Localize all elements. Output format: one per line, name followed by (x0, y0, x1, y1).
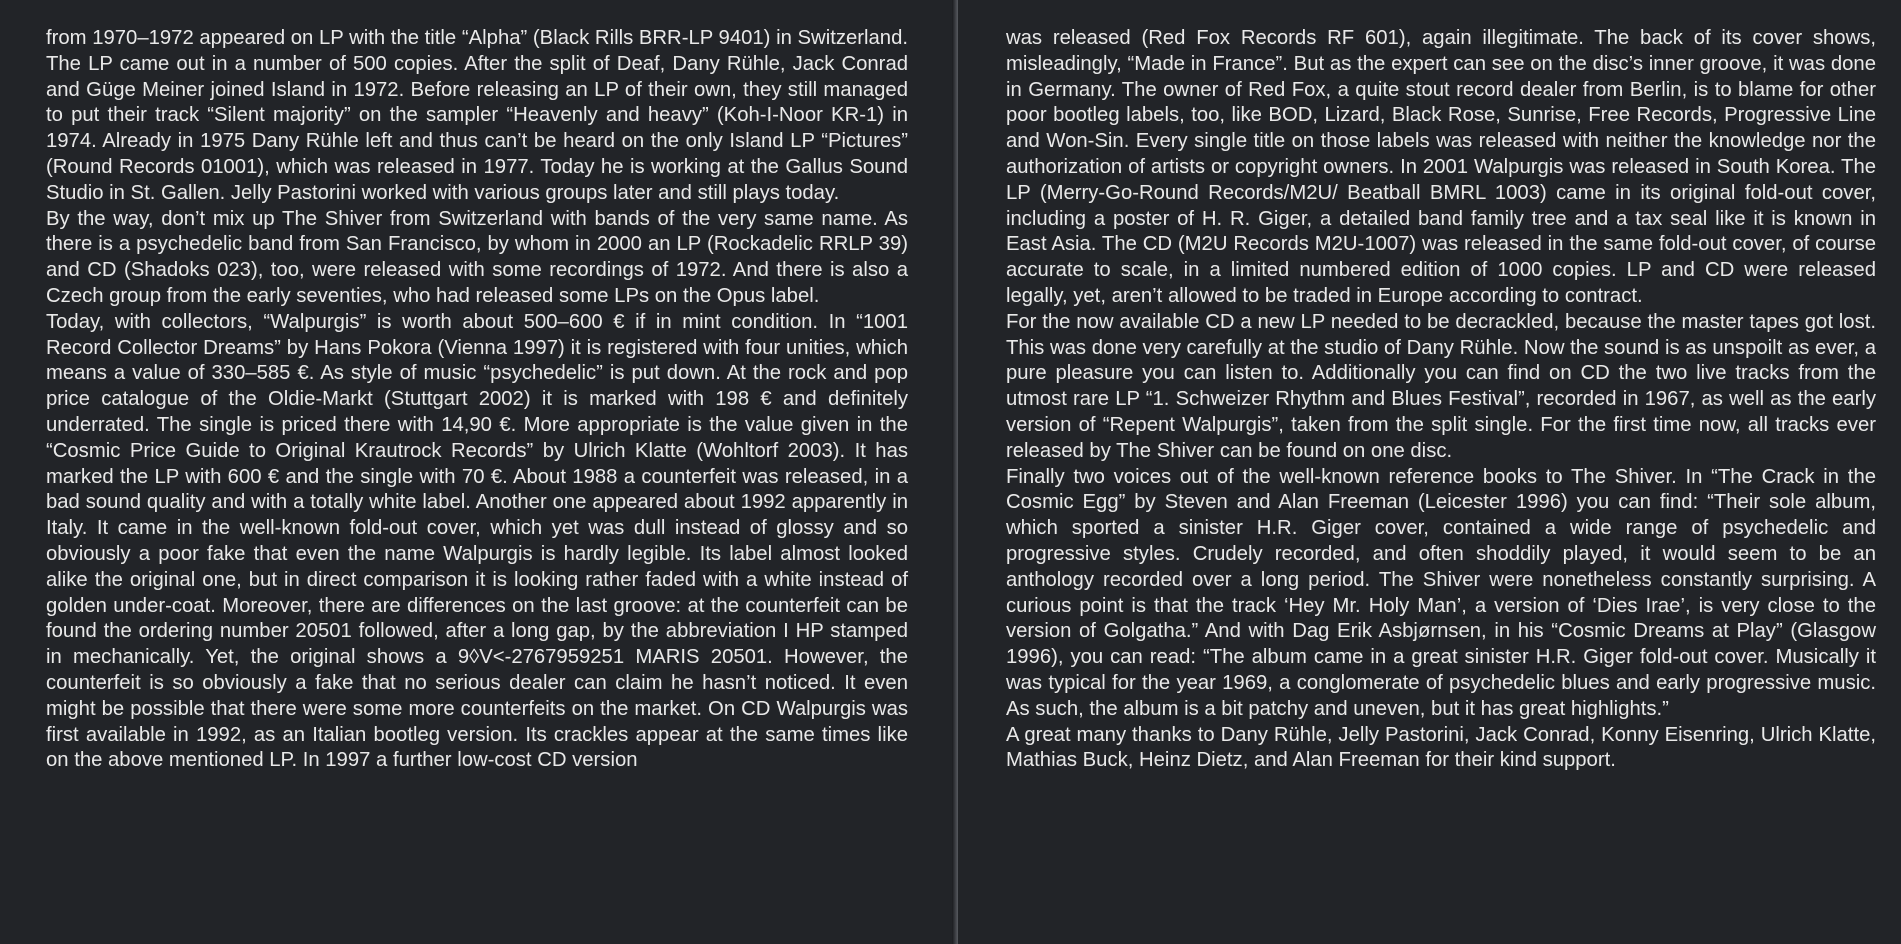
left-paragraph: from 1970–1972 appeared on LP with the title “Alpha” (Black Rills BRR-LP 9401) in Switzerland. The LP came out in a number of 500 copies. After the split of Deaf, Dany Rühle, Jack Conrad and Güge Meiner joined Island in 1972. Before releasing an LP of their own, they still managed to put their track “Silent majority” on the sampler “Heavenly and heavy” (Koh-I-Noor KR-1) in 1974. Already in 1975 Dany Rühle left and thus can’t be heard on the only Island LP “Pictures” (Round Records 01001), which was released in 1977. Today he is working at the Gallus Sound Studio in St. Gallen. Jelly Pastorini worked with various groups later and still plays today. (46, 27, 908, 204)
left-paragraph: By the way, don’t mix up The Shiver from Switzerland with bands of the very same name. As there is a psychedelic band from San Francisco, by whom in 2000 an LP (Rockadelic RRLP 39) and CD (Shadoks 023), too, were released with some recordings of 1972. And there is also a Czech group from the early seventies, who had released some LPs on the Opus label. (46, 207, 908, 307)
right-paragraph: was released (Red Fox Records RF 601), again illegitimate. The back of its cover shows, misleadingly, “Made in France”. But as the expert can see on the disc’s inner groove, it was done in Germany. The owner of Red Fox, a quite stout record dealer from Berlin, is to blame for other poor bootleg labels, too, like BOD, Lizard, Black Rose, Sunrise, Free Records, Progressive Line and Won-Sin. Every single title on those labels was released with neither the knowledge nor the authorization of artists or copyright owners. In 2001 Walpurgis was released in South Korea. The LP (Merry-Go-Round Records/M2U/ Beatball BMRL 1003) came in its original fold-out cover, including a poster of H. R. Giger, a detailed band family tree and a tax seal like it is known in East Asia. The CD (M2U Records M2U-1007) was released in the same fold-out cover, of course accurate to scale, in a limited numbered edition of 1000 copies. LP and CD were released legally, yet, aren’t allowed to be traded in Europe according to contract. (1006, 27, 1876, 307)
right-paragraph: A great many thanks to Dany Rühle, Jelly Pastorini, Jack Conrad, Konny Eisenring, Ulrich Klatte, Mathias Buck, Heinz Dietz, and Alan Freeman for their kind support. (1006, 723, 1876, 772)
right-paragraph: For the now available CD a new LP needed to be decrackled, because the master tapes got lost. This was done very carefully at the studio of Dany Rühle. Now the sound is as unspoilt as ever, a pure pleasure you can listen to. Additionally you can find on CD the two live tracks from the utmost rare LP “1. Schweizer Rhythm and Blues Festival”, recorded in 1967, as well as the early version of “Repent Walpurgis”, taken from the split single. For the first time now, all tracks ever released by The Shiver can be found on one disc. (1006, 310, 1876, 462)
right-page (958, 0, 1901, 944)
right-paragraph: Finally two voices out of the well-known reference books to The Shiver. In “The Crack in the Cosmic Egg” by Steven and Alan Freeman (Leicester 1996) you can find: “Their sole album, which sported a sinister H.R. Giger cover, contained a wide range of psychedelic and progressive styles. Crudely recorded, and often shoddily played, it would seem to be an anthology recorded over a long period. The Shiver were nonetheless constantly surprising. A curious point is that the track ‘Hey Mr. Holy Man’, a version of ‘Dies Irae’, is very close to the version of Golgatha.” And with Dag Erik Asbjørnsen, in his “Cosmic Dreams at Play” (Glasgow 1996), you can read: “The album came in a great sinister H.R. Giger fold-out cover. Musically it was typical for the year 1969, a conglomerate of psychedelic blues and early progressive music. As such, the album is a bit patchy and uneven, but it has great highlights.” (1006, 465, 1876, 720)
left-paragraph: Today, with collectors, “Walpurgis” is worth about 500–600 € if in mint condition. In “1001 Record Collector Dreams” by Hans Pokora (Vienna 1997) it is registered with four unities, which means a value of 330–585 €. As style of music “psychedelic” is put down. At the rock and pop price catalogue of the Oldie-Markt (Stuttgart 2002) it is marked with 198 € and definitely underrated. The single is priced there with 14,90 €. More appropriate is the value given in the “Cosmic Price Guide to Original Krautrock Records” by Ulrich Klatte (Wohltorf 2003). It has marked the LP with 600 € and the single with 70 €. About 1988 a counterfeit was released, in a bad sound quality and with a totally white label. Another one appeared about 1992 apparently in Italy. It came in the well-known fold-out cover, which yet was dull instead of glossy and so obviously a poor fake that even the name Walpurgis is hardly legible. Its label almost looked alike the original one, but in direct comparison it is looking rather faded with a white instead of golden under-coat. Moreover, there are differences on the last groove: at the counterfeit can be found the ordering number 20501 followed, after a long gap, by the abbreviation I HP stamped in mechanically. Yet, the original shows a 9◊V<-2767959251 MARIS 20501. However, the counterfeit is so obviously a fake that no serious dealer can claim he hasn’t noticed. It even might be possible that there were some more counterfeits on the market. On CD Walpurgis was first available in 1992, as an Italian bootleg version. Its crackles appear at the same times like on the above mentioned LP. In 1997 a further low-cost CD version (46, 310, 908, 772)
